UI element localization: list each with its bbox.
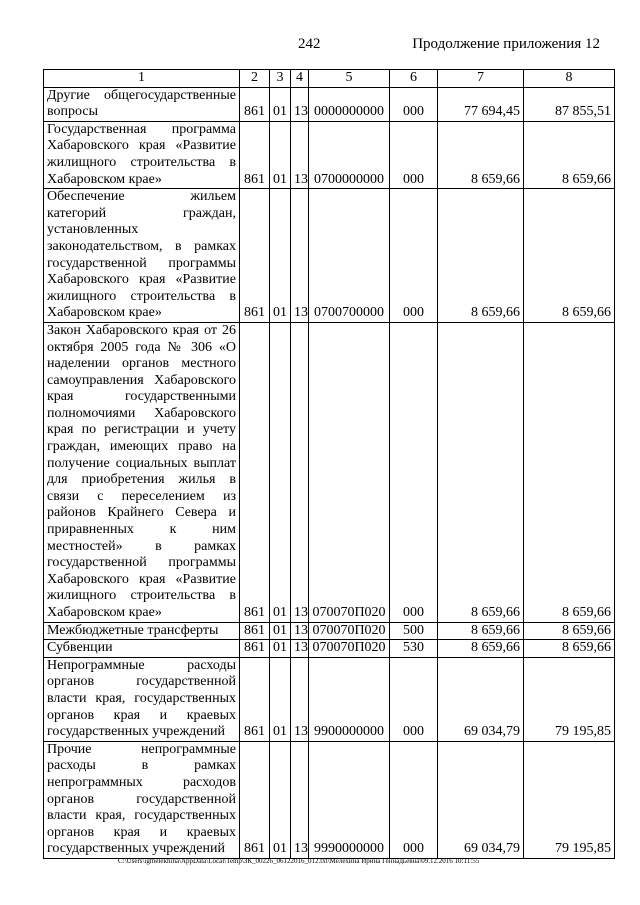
target-article-cell: 9990000000	[309, 741, 390, 858]
amount-year-2-cell: 8 659,66	[524, 189, 615, 323]
column-header: 8	[524, 70, 615, 88]
expense-name-cell: Обеспечение жильем категорий граждан, установленных законодательством, в рамках государственной программы Хабаровского края «Развитие жилищного строительства в Хабаровском крае»	[44, 189, 240, 323]
amount-year-1-cell: 8 659,66	[438, 622, 524, 640]
subsection-code-cell: 13	[291, 741, 309, 858]
amount-year-1-cell: 69 034,79	[438, 657, 524, 741]
section-code-cell: 01	[270, 640, 291, 658]
section-code-cell: 01	[270, 657, 291, 741]
expense-name-cell: Государственная программа Хабаровского края «Развитие жилищного строительства в Хабаровском крае»	[44, 121, 240, 188]
amount-year-2-cell: 8 659,66	[524, 640, 615, 658]
subsection-code-cell: 13	[291, 87, 309, 121]
target-article-cell: 070070П020	[309, 622, 390, 640]
column-header: 3	[270, 70, 291, 88]
expense-name-cell: Непрограммные расходы органов государственной власти края, государственных органов края и краевых государственных учреждений	[44, 657, 240, 741]
amount-year-1-cell: 8 659,66	[438, 322, 524, 622]
expense-type-cell: 000	[390, 87, 438, 121]
column-header: 2	[240, 70, 270, 88]
expense-type-cell: 000	[390, 189, 438, 323]
expense-type-cell: 000	[390, 322, 438, 622]
department-code-cell: 861	[240, 622, 270, 640]
section-code-cell: 01	[270, 741, 291, 858]
table-row	[44, 657, 615, 741]
department-code-cell: 861	[240, 189, 270, 323]
amount-year-2-cell: 87 855,51	[524, 87, 615, 121]
appendix-continuation-note: Продолжение приложения 12	[412, 36, 600, 52]
amount-year-1-cell: 8 659,66	[438, 121, 524, 188]
section-code-cell: 01	[270, 87, 291, 121]
column-header: 5	[309, 70, 390, 88]
subsection-code-cell: 13	[291, 640, 309, 658]
target-article-cell: 9900000000	[309, 657, 390, 741]
page-number: 242	[298, 36, 321, 52]
amount-year-2-cell: 8 659,66	[524, 622, 615, 640]
target-article-cell: 0700700000	[309, 189, 390, 323]
expense-type-cell: 000	[390, 741, 438, 858]
department-code-cell: 861	[240, 322, 270, 622]
expense-type-cell: 530	[390, 640, 438, 658]
file-path-footer: C:\Users\igmelekhina\AppData\Local\Temp\ЗК_00226_06122016_012.txt\Мелехина Ирина Геннадьевна\09.12.2016 10:11:55	[118, 857, 480, 865]
subsection-code-cell: 13	[291, 657, 309, 741]
subsection-code-cell: 13	[291, 322, 309, 622]
expense-name-cell: Межбюджетные трансферты	[44, 622, 240, 640]
expense-name-cell: Субвенции	[44, 640, 240, 658]
budget-table	[43, 69, 615, 859]
expense-name-cell: Закон Хабаровского края от 26 октября 2005 года № 306 «О наделении органов местного самоуправления Хабаровского края государственными полномочиями Хабаровского края по регистрации и учету граждан, имеющих право на получение социальных выплат для приобретения жилья в связи с переселением из районов Крайнего Севера и приравненных к ним местностей» в рамках государственной программы Хабаровского края «Развитие жилищного строительства в Хабаровском крае»	[44, 322, 240, 622]
amount-year-1-cell: 69 034,79	[438, 741, 524, 858]
target-article-cell: 070070П020	[309, 322, 390, 622]
table-row	[44, 189, 615, 323]
table-row	[44, 622, 615, 640]
department-code-cell: 861	[240, 741, 270, 858]
column-header: 1	[44, 70, 240, 88]
department-code-cell: 861	[240, 87, 270, 121]
amount-year-2-cell: 79 195,85	[524, 741, 615, 858]
table-row	[44, 121, 615, 188]
amount-year-2-cell: 8 659,66	[524, 121, 615, 188]
amount-year-1-cell: 8 659,66	[438, 640, 524, 658]
amount-year-1-cell: 77 694,45	[438, 87, 524, 121]
table-row	[44, 322, 615, 622]
expense-name-cell: Другие общегосударственные вопросы	[44, 87, 240, 121]
table-header-row	[44, 70, 615, 88]
amount-year-2-cell: 79 195,85	[524, 657, 615, 741]
expense-name-cell: Прочие непрограммные расходы в рамках непрограммных расходов органов государственной власти края, государственных органов края и краевых государственных учреждений	[44, 741, 240, 858]
table-row	[44, 640, 615, 658]
target-article-cell: 070070П020	[309, 640, 390, 658]
section-code-cell: 01	[270, 322, 291, 622]
table-row	[44, 741, 615, 858]
table-row	[44, 87, 615, 121]
department-code-cell: 861	[240, 121, 270, 188]
subsection-code-cell: 13	[291, 121, 309, 188]
section-code-cell: 01	[270, 622, 291, 640]
department-code-cell: 861	[240, 640, 270, 658]
column-header: 7	[438, 70, 524, 88]
expense-type-cell: 000	[390, 657, 438, 741]
target-article-cell: 0000000000	[309, 87, 390, 121]
expense-type-cell: 000	[390, 121, 438, 188]
column-header: 4	[291, 70, 309, 88]
target-article-cell: 0700000000	[309, 121, 390, 188]
section-code-cell: 01	[270, 189, 291, 323]
amount-year-2-cell: 8 659,66	[524, 322, 615, 622]
section-code-cell: 01	[270, 121, 291, 188]
amount-year-1-cell: 8 659,66	[438, 189, 524, 323]
expense-type-cell: 500	[390, 622, 438, 640]
department-code-cell: 861	[240, 657, 270, 741]
column-header: 6	[390, 70, 438, 88]
subsection-code-cell: 13	[291, 189, 309, 323]
subsection-code-cell: 13	[291, 622, 309, 640]
